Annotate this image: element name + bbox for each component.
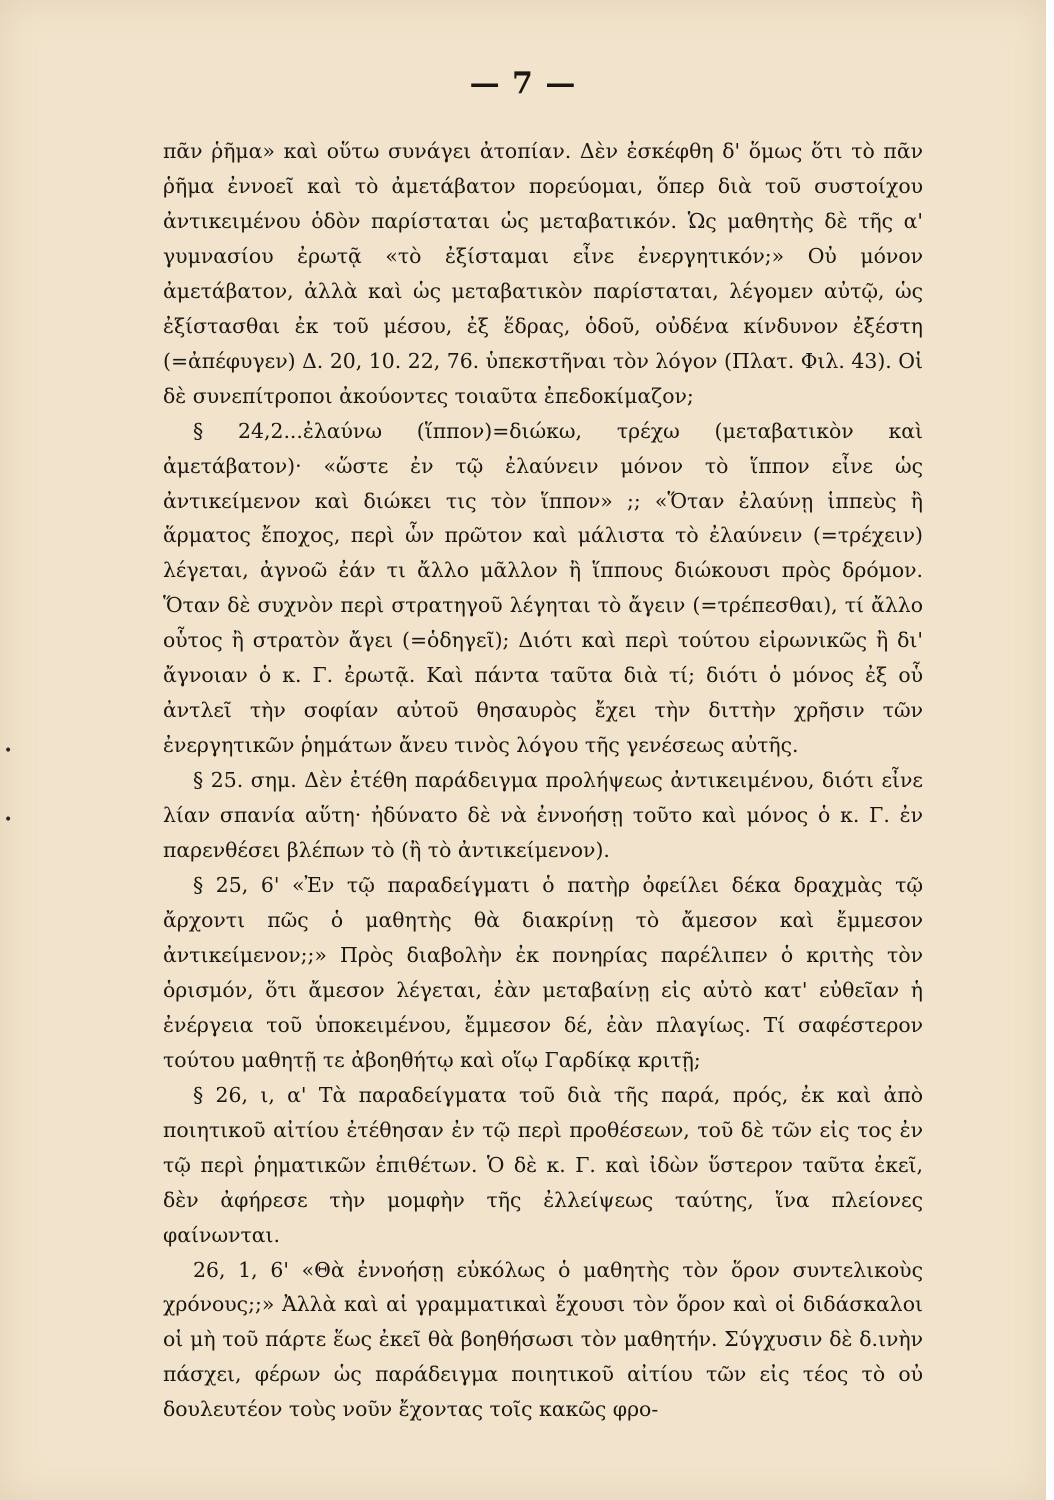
paragraph: § 24,2...ἐλαύνω (ἵππον)=διώκω, τρέχω (μεταβατικὸν καὶ ἀμετάβατον)· «ὥστε ἐν τῷ ἐλαύνειν μόνον τὸ ἵππον εἶνε ὡς ἀντικείμενον καὶ διώκει τις τὸν ἵππον» ;; «Ὅταν ἐλαύνῃ ἱππεὺς ἢ ἅρματος ἔποχος, περὶ ὧν πρῶτον καὶ μάλιστα τὸ ἐλαύνειν (=τρέχειν) λέγεται, ἀγνοῶ ἐάν τι ἄλλο μᾶλλον ἢ ἵππους διώκουσι πρὸς δρόμον. Ὅταν δὲ συχνὸν περὶ στρατηγοῦ λέγηται τὸ ἄγειν (=τρέπεσθαι), τί ἄλλο οὗτος ἢ στρατὸν ἄγει (=ὁδηγεῖ); Διότι καὶ περὶ τούτου εἰρωνικῶς ἢ δι' ἄγνοιαν ὁ κ. Γ. ἐρωτᾷ. Καὶ πάντα ταῦτα διὰ τί; διότι ὁ μόνος ἐξ οὗ ἀντλεῖ τὴν σοφίαν αὐτοῦ θησαυρὸς ἔχει τὴν διττὴν χρῆσιν τῶν ἐνεργητικῶν ῥημάτων ἄνευ τινὸς λόγου τῆς γενέσεως αὐτῆς. (163, 418, 923, 758)
paragraph: § 26, ι, α' Τὰ παραδείγματα τοῦ διὰ τῆς παρά, πρός, ἐκ καὶ ἀπὸ ποιητικοῦ αἰτίου ἐτέθησαν ἐν τῷ περὶ προθέσεων, τοῦ δὲ τῶν εἰς τος ἐν τῷ περὶ ῥηματικῶν ἐπιθέτων. Ὁ δὲ κ. Γ. καὶ ἰδὼν ὕστερον ταῦτα ἐκεῖ, δὲν ἀφήρεσε τὴν μομφὴν τῆς ἐλλείψεως ταύτης, ἵνα πλείονες φαίνωνται. (163, 1082, 923, 1247)
paragraph: § 25, 6' «Ἐν τῷ παραδείγματι ὁ πατὴρ ὀφείλει δέκα δραχμὰς τῷ ἄρχοντι πῶς ὁ μαθητὴς θὰ διακρίνῃ τὸ ἄμεσον καὶ ἔμμεσον ἀντικείμενον;;» Πρὸς διαβολὴν ἐκ πονηρίας παρέλιπεν ὁ κριτὴς τὸν ὁρισμόν, ὅτι ἄμεσον λέγεται, ἐὰν μεταβαίνῃ εἰς αὐτὸ κατ' εὐθεῖαν ἡ ἐνέργεια τοῦ ὑποκειμένου, ἔμμεσον δέ, ἐὰν πλαγίως. Τί σαφέστερον τούτου μαθητῇ τε ἀβοηθήτῳ καὶ οἵῳ Γαρδίκᾳ κριτῇ; (163, 873, 923, 1072)
margin-mark: • (4, 743, 13, 759)
body-text (163, 134, 923, 1427)
margin-mark: • (4, 812, 13, 828)
paragraph: πᾶν ῥῆμα» καὶ οὕτω συνάγει ἀτοπίαν. Δὲν ἐσκέφθη δ' ὅμως ὅτι τὸ πᾶν ῥῆμα ἐννοεῖ καὶ τὸ ἀμετάβατον πορεύομαι, ὅπερ διὰ τοῦ συστοίχου ἀντικειμένου ὁδὸν παρίσταται ὡς μεταβατικόν. Ὡς μαθητὴς δὲ τῆς α' γυμνασίου ἐρωτᾷ «τὸ ἐξίσταμαι εἶνε ἐνεργητικόν;» Οὐ μόνον ἀμετάβατον, ἀλλὰ καὶ ὡς μεταβατικὸν παρίσταται, λέγομεν αὐτῷ, ὡς ἐξίστασθαι ἐκ τοῦ μέσου, ἐξ ἕδρας, ὁδοῦ, οὐδένα κίνδυνον ἐξέστη (=ἀπέφυγεν) Δ. 20, 10. 22, 76. ὑπεκστῆναι τὸν λόγον (Πλατ. Φιλ. 43). Οἱ δὲ συνεπίτροποι ἀκούοντες τοιαῦτα ἐπεδοκίμαζον; (163, 139, 923, 408)
page-number: — 7 — (469, 66, 577, 101)
paragraph: § 25. σημ. Δὲν ἐτέθη παράδειγμα προλήψεως ἀντικειμένου, διότι εἶνε λίαν σπανία αὕτη· ἠδύνατο δὲ νὰ ἐννοήσῃ τοῦτο καὶ μόνος ὁ κ. Γ. ἐν παρενθέσει βλέπων τὸ (ἢ τὸ ἀντικείμενον). (163, 768, 923, 863)
paragraph: 26, 1, 6' «Θὰ ἐννοήσῃ εὐκόλως ὁ μαθητὴς τὸν ὅρον συντελικοὺς χρόνους;;» Ἀλλὰ καὶ αἱ γραμματικαὶ ἔχουσι τὸν ὅρον καὶ οἱ διδάσκαλοι οἱ μὴ τοῦ πάρτε ἕως ἐκεῖ θὰ βοηθήσωσι τὸν μαθητήν. Σύγχυσιν δὲ δ.ινὴν πάσχει, φέρων ὡς παράδειγμα ποιητικοῦ αἰτίου τῶν εἰς τέος τὸ οὐ δουλευτέον τοὺς νοῦν ἔχοντας τοῖς κακῶς φρο- (163, 1257, 923, 1422)
